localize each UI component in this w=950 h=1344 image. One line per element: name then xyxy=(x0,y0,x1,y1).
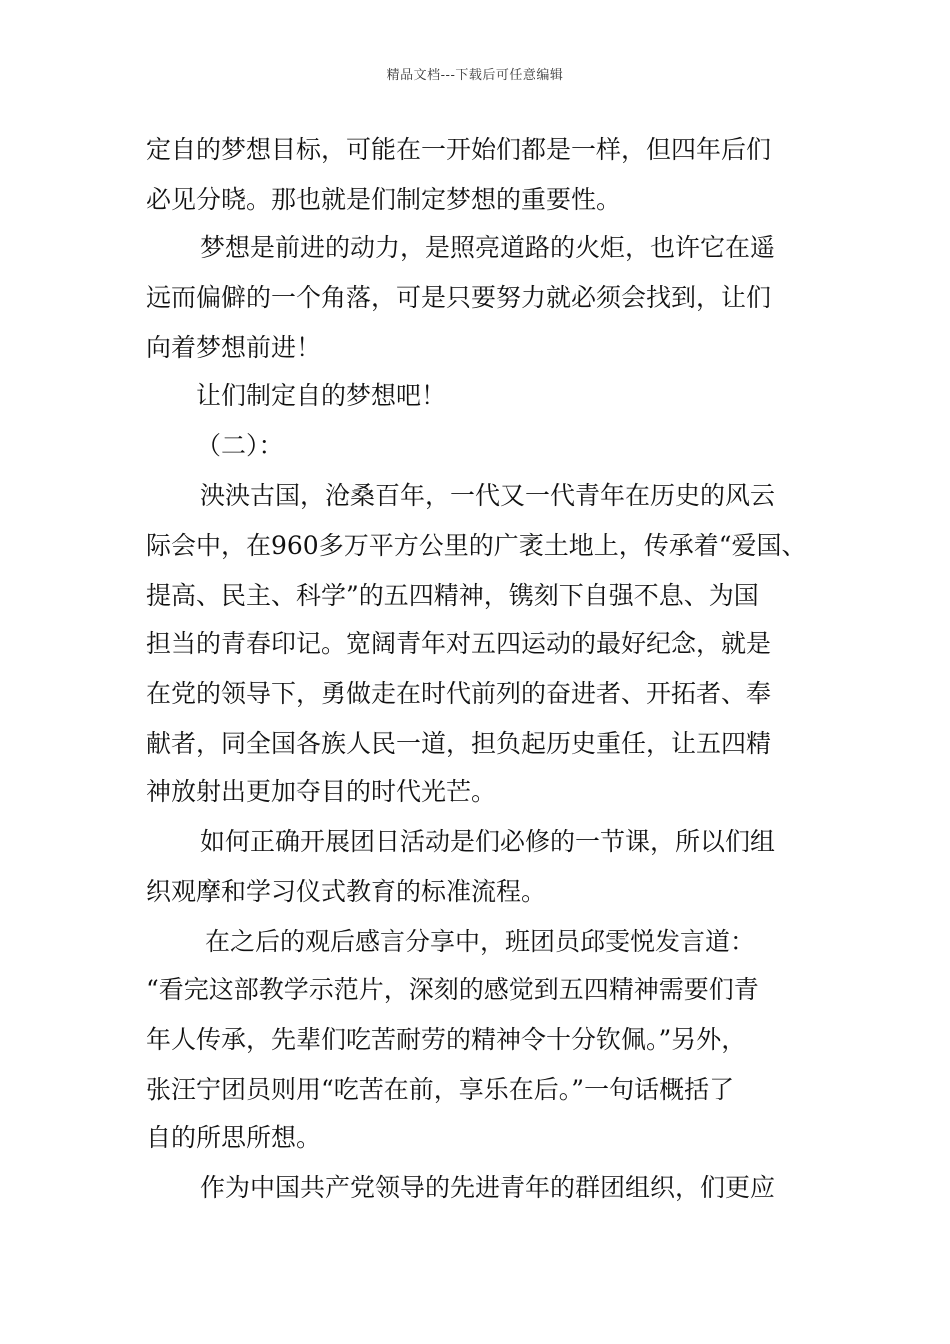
text-line: 梦想是前进的动力，是照亮道路的火炬，也许它在遥 xyxy=(200,233,776,262)
text-line: 年人传承，先辈们吃苦耐劳的精神令十分钦佩。”另外， xyxy=(146,1025,747,1054)
text-line: 际会中，在960多万平方公里的广袤土地上，传承着“爱国、 xyxy=(146,531,807,560)
text-line: 泱泱古国，沧桑百年，一代又一代青年在历史的风云 xyxy=(200,481,776,510)
page-header: 精品文档---下载后可任意编辑 xyxy=(386,68,564,83)
text-line: 担当的青春印记。宽阔青年对五四运动的最好纪念，就是 xyxy=(146,629,772,658)
text-line: 张汪宁团员则用“吃苦在前，享乐在后。”一句话概括了 xyxy=(146,1075,735,1104)
text-line: 献者，同全国各族人民一道，担负起历史重任，让五四精 xyxy=(146,729,772,758)
text-line: 远而偏僻的一个角落，可是只要努力就必须会找到，让们 xyxy=(146,283,772,312)
text-line: 在之后的观后感言分享中，班团员邱雯悦发言道： xyxy=(205,927,756,956)
text-line: 在党的领导下，勇做走在时代前列的奋进者、开拓者、奉 xyxy=(146,679,772,708)
text-line: （二）： xyxy=(196,431,284,460)
text-line: 神放射出更加夺目的时代光芒。 xyxy=(146,777,497,806)
text-line: 作为中国共产党领导的先进青年的群团组织，们更应 xyxy=(200,1173,776,1202)
text-line: 必见分晓。那也就是们制定梦想的重要性。 xyxy=(146,185,622,214)
text-line: 定自的梦想目标，可能在一开始们都是一样，但四年后们 xyxy=(146,135,772,164)
text-line: 让们制定自的梦想吧！ xyxy=(196,381,447,410)
text-line: 提高、民主、科学”的五四精神，镌刻下自强不息、为国 xyxy=(146,581,759,610)
text-line: “看完这部教学示范片，深刻的感觉到五四精神需要们青 xyxy=(146,975,759,1004)
text-line: 织观摩和学习仪式教育的标准流程。 xyxy=(146,877,547,906)
text-line: 向着梦想前进！ xyxy=(146,333,322,362)
text-line: 自的所思所想。 xyxy=(146,1123,322,1152)
text-line: 如何正确开展团日活动是们必修的一节课，所以们组 xyxy=(200,827,776,856)
